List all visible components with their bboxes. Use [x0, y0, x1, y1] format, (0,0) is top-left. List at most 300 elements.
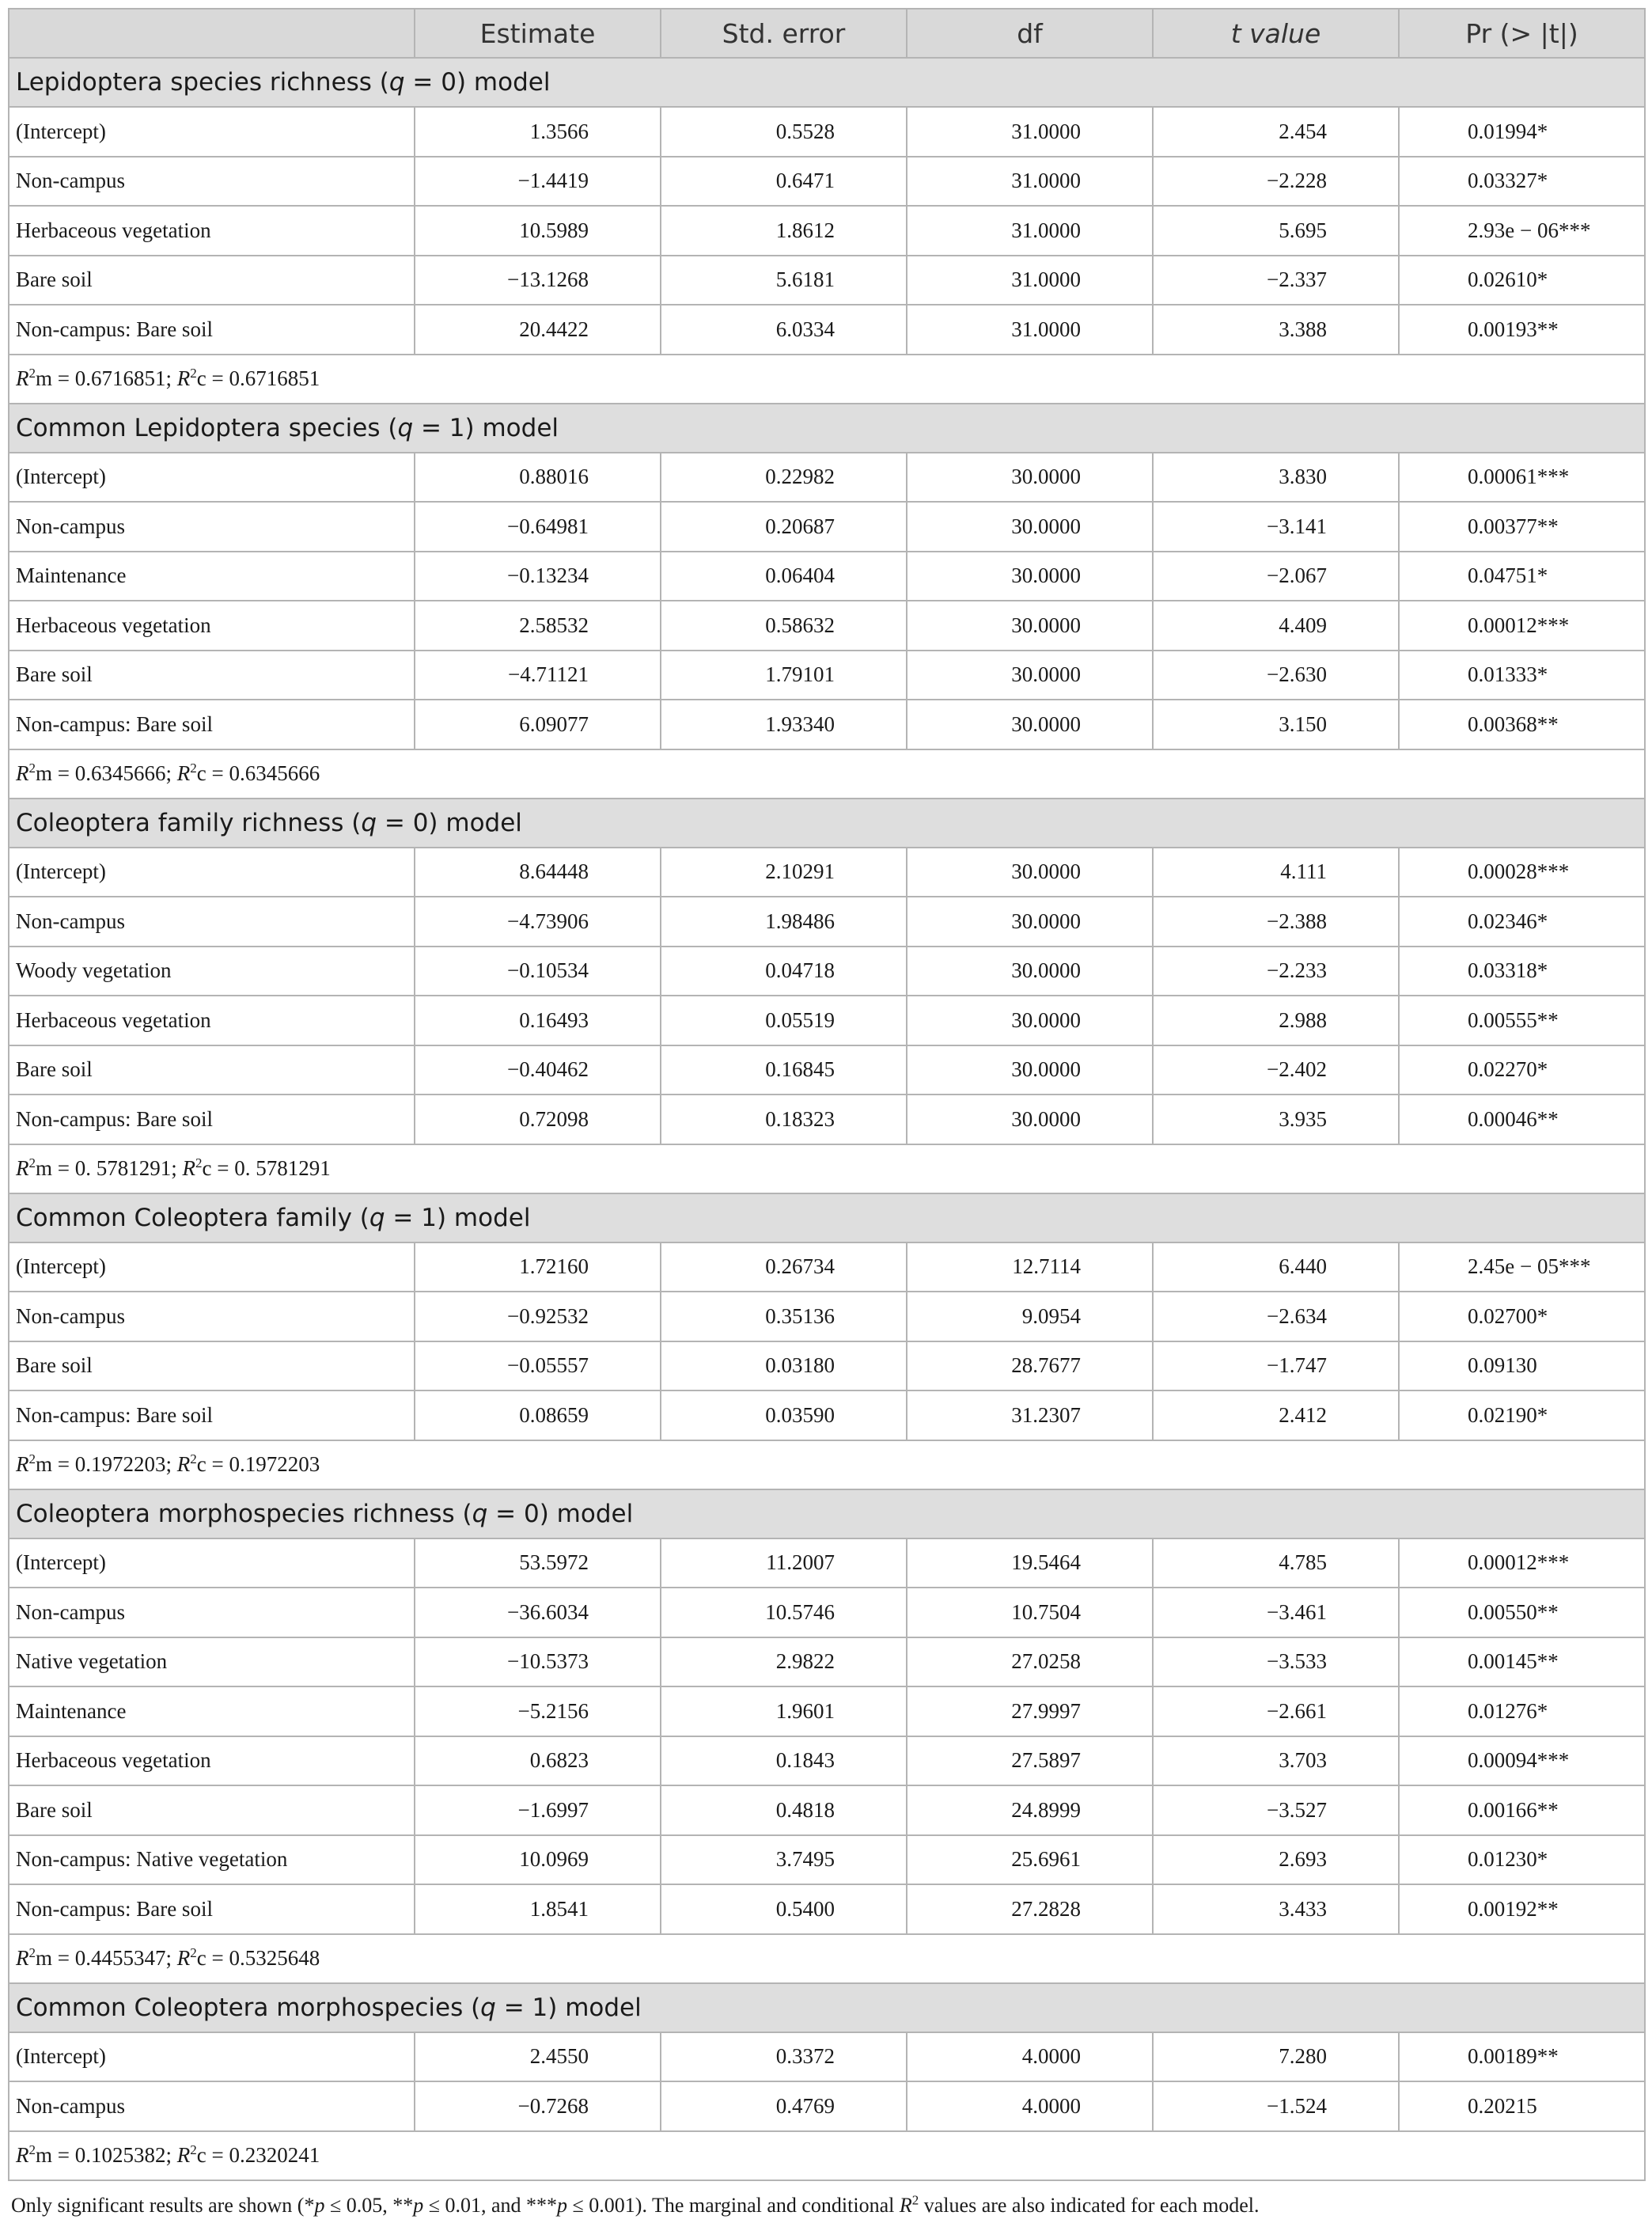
table-row: [9, 206, 1645, 256]
section-title-q: q: [472, 1499, 488, 1528]
cell-df: 12.7114: [907, 1242, 1153, 1292]
cell-t-value: −2.228: [1153, 157, 1399, 207]
r-sup: 2: [28, 761, 36, 776]
cell-df: 31.0000: [907, 256, 1153, 305]
section-title: [9, 1193, 1645, 1242]
cell-std-error: 0.04718: [661, 947, 907, 996]
cell-estimate: 53.5972: [415, 1538, 661, 1588]
footnote-r: R: [899, 2194, 912, 2217]
cell-p-value: 0.03318*: [1399, 947, 1645, 996]
header-t-value: t value: [1153, 9, 1399, 58]
section-title-q: q: [480, 1993, 496, 2022]
cell-p-value: 0.00193**: [1399, 305, 1645, 355]
cell-term: Maintenance: [9, 1686, 415, 1736]
cell-df: 31.2307: [907, 1390, 1153, 1440]
cell-term: (Intercept): [9, 453, 415, 503]
r-sup: 2: [28, 1155, 36, 1170]
cell-p-value: 0.20215: [1399, 2081, 1645, 2131]
cell-estimate: 1.72160: [415, 1242, 661, 1292]
cell-term: Non-campus: Bare soil: [9, 1884, 415, 1934]
cell-term: Herbaceous vegetation: [9, 601, 415, 651]
cell-std-error: 11.2007: [661, 1538, 907, 1588]
r-sup: 2: [190, 2142, 197, 2157]
cell-estimate: −0.92532: [415, 1292, 661, 1341]
cell-term: Non-campus: Bare soil: [9, 700, 415, 749]
cell-p-value: 0.00166**: [1399, 1785, 1645, 1835]
table-row: [9, 947, 1645, 996]
cell-p-value: 0.09130: [1399, 1341, 1645, 1391]
cell-t-value: −2.388: [1153, 897, 1399, 947]
cell-df: 27.5897: [907, 1736, 1153, 1786]
cell-p-value: 0.00189**: [1399, 2032, 1645, 2082]
table-row: [9, 1686, 1645, 1736]
section-header-row: [9, 1489, 1645, 1538]
section-title-text: Coleoptera morphospecies richness (: [16, 1499, 472, 1528]
cell-p-value: 0.00046**: [1399, 1095, 1645, 1144]
table-row: [9, 601, 1645, 651]
cell-term: Non-campus: Bare soil: [9, 1390, 415, 1440]
cell-t-value: 2.454: [1153, 107, 1399, 157]
table-row: [9, 1884, 1645, 1934]
cell-std-error: 10.5746: [661, 1588, 907, 1637]
table-row: [9, 107, 1645, 157]
cell-estimate: 2.58532: [415, 601, 661, 651]
section-header-row: [9, 58, 1645, 107]
section-title: [9, 799, 1645, 848]
cell-estimate: 10.5989: [415, 206, 661, 256]
footnote-text: Only significant results are shown (: [11, 2194, 305, 2217]
table-row: [9, 1785, 1645, 1835]
cell-p-value: 0.04751*: [1399, 552, 1645, 601]
cell-p-value: 0.02610*: [1399, 256, 1645, 305]
header-df: df: [907, 9, 1153, 58]
table-row: [9, 552, 1645, 601]
r-sup: 2: [190, 761, 197, 776]
table-row: [9, 502, 1645, 552]
footnote-p: p: [314, 2194, 325, 2217]
header-term: [9, 9, 415, 58]
cell-estimate: 8.64448: [415, 848, 661, 897]
cell-df: 30.0000: [907, 651, 1153, 700]
cell-term: Non-campus: Bare soil: [9, 305, 415, 355]
cell-t-value: −3.461: [1153, 1588, 1399, 1637]
cell-p-value: 0.01276*: [1399, 1686, 1645, 1736]
cell-std-error: 2.9822: [661, 1637, 907, 1687]
section-title-text: = 1) model: [413, 413, 559, 442]
r-sup: 2: [190, 1451, 197, 1466]
cell-estimate: 0.16493: [415, 996, 661, 1045]
cell-df: 24.8999: [907, 1785, 1153, 1835]
cell-term: Non-campus: [9, 502, 415, 552]
table-row: [9, 1341, 1645, 1391]
cell-t-value: −2.661: [1153, 1686, 1399, 1736]
cell-df: 30.0000: [907, 552, 1153, 601]
cell-t-value: −3.141: [1153, 502, 1399, 552]
cell-estimate: −4.71121: [415, 651, 661, 700]
footnote-sup: 2: [911, 2192, 919, 2208]
cell-std-error: 0.5528: [661, 107, 907, 157]
cell-df: 30.0000: [907, 700, 1153, 749]
r-squared-row: [9, 749, 1645, 799]
section-title-text: Coleoptera family richness (: [16, 808, 362, 837]
cell-df: 30.0000: [907, 848, 1153, 897]
cell-p-value: 0.00012***: [1399, 601, 1645, 651]
cell-term: (Intercept): [9, 848, 415, 897]
r-squared-values: [9, 1934, 1645, 1983]
cell-t-value: 3.433: [1153, 1884, 1399, 1934]
cell-std-error: 0.6471: [661, 157, 907, 207]
cell-t-value: 4.785: [1153, 1538, 1399, 1588]
cell-estimate: −0.64981: [415, 502, 661, 552]
cell-term: Herbaceous vegetation: [9, 996, 415, 1045]
table-row: [9, 1292, 1645, 1341]
cell-p-value: 2.93e − 06***: [1399, 206, 1645, 256]
cell-estimate: 1.3566: [415, 107, 661, 157]
section-header-row: [9, 1983, 1645, 2032]
cell-estimate: −4.73906: [415, 897, 661, 947]
cell-p-value: 0.02700*: [1399, 1292, 1645, 1341]
cell-std-error: 0.4818: [661, 1785, 907, 1835]
cell-p-value: 0.02346*: [1399, 897, 1645, 947]
cell-term: Bare soil: [9, 1341, 415, 1391]
table-row: [9, 1538, 1645, 1588]
cell-term: Non-campus: [9, 1292, 415, 1341]
cell-term: Bare soil: [9, 256, 415, 305]
r-squared-row: [9, 1440, 1645, 1489]
cell-df: 30.0000: [907, 897, 1153, 947]
r-squared-row: [9, 355, 1645, 404]
r-sup: 2: [28, 2142, 36, 2157]
cell-t-value: 3.830: [1153, 453, 1399, 503]
cell-df: 25.6961: [907, 1835, 1153, 1885]
r-sup: 2: [28, 1451, 36, 1466]
cell-std-error: 0.20687: [661, 502, 907, 552]
cell-term: Bare soil: [9, 1045, 415, 1095]
section-title-q: q: [369, 1203, 385, 1232]
table-row: [9, 1736, 1645, 1786]
table-footnote: [11, 2194, 1641, 2218]
table-row: [9, 1095, 1645, 1144]
r-squared-row: [9, 2131, 1645, 2180]
table-row: [9, 2081, 1645, 2131]
header-p-value: Pr (> |t|): [1399, 9, 1645, 58]
section-title-text: Common Lepidoptera species (: [16, 413, 398, 442]
cell-std-error: 0.22982: [661, 453, 907, 503]
section-title-text: Common Coleoptera morphospecies (: [16, 1993, 481, 2022]
cell-term: (Intercept): [9, 107, 415, 157]
cell-std-error: 0.5400: [661, 1884, 907, 1934]
cell-p-value: 0.01994*: [1399, 107, 1645, 157]
cell-t-value: 3.703: [1153, 1736, 1399, 1786]
r2-marginal: m = 0.1025382;: [36, 2143, 177, 2167]
r2-marginal: m = 0.4455347;: [36, 1946, 177, 1970]
r-squared-values: [9, 749, 1645, 799]
cell-estimate: −0.10534: [415, 947, 661, 996]
r2-conditional: c = 0.2320241: [196, 2143, 320, 2167]
cell-t-value: 3.388: [1153, 305, 1399, 355]
cell-std-error: 5.6181: [661, 256, 907, 305]
cell-estimate: −10.5373: [415, 1637, 661, 1687]
cell-estimate: 0.88016: [415, 453, 661, 503]
cell-t-value: −1.524: [1153, 2081, 1399, 2131]
cell-std-error: 1.8612: [661, 206, 907, 256]
section-header-row: [9, 799, 1645, 848]
section-title: [9, 1489, 1645, 1538]
cell-estimate: 2.4550: [415, 2032, 661, 2082]
cell-df: 31.0000: [907, 305, 1153, 355]
r-sup: 2: [28, 1945, 36, 1960]
cell-p-value: 0.00550**: [1399, 1588, 1645, 1637]
cell-term: Bare soil: [9, 651, 415, 700]
cell-term: Non-campus: [9, 897, 415, 947]
cell-estimate: 0.6823: [415, 1736, 661, 1786]
cell-df: 10.7504: [907, 1588, 1153, 1637]
cell-t-value: −2.067: [1153, 552, 1399, 601]
r-letter: R: [16, 1452, 29, 1476]
r2-marginal: m = 0.1972203;: [36, 1452, 177, 1476]
cell-p-value: 2.45e − 05***: [1399, 1242, 1645, 1292]
cell-std-error: 1.93340: [661, 700, 907, 749]
r-squared-values: [9, 1144, 1645, 1193]
table-row: [9, 1588, 1645, 1637]
table-row: [9, 1242, 1645, 1292]
cell-t-value: 6.440: [1153, 1242, 1399, 1292]
cell-df: 30.0000: [907, 1095, 1153, 1144]
table-row: [9, 157, 1645, 207]
cell-term: (Intercept): [9, 1538, 415, 1588]
cell-estimate: −36.6034: [415, 1588, 661, 1637]
section-title-text: = 0) model: [404, 68, 551, 97]
cell-p-value: 0.02270*: [1399, 1045, 1645, 1095]
cell-estimate: 0.08659: [415, 1390, 661, 1440]
cell-df: 27.0258: [907, 1637, 1153, 1687]
table-row: [9, 2032, 1645, 2082]
cell-p-value: 0.00555**: [1399, 996, 1645, 1045]
cell-estimate: 1.8541: [415, 1884, 661, 1934]
cell-df: 30.0000: [907, 996, 1153, 1045]
cell-std-error: 0.26734: [661, 1242, 907, 1292]
cell-df: 4.0000: [907, 2032, 1153, 2082]
section-title-text: Lepidoptera species richness (: [16, 68, 389, 97]
cell-t-value: −2.337: [1153, 256, 1399, 305]
r-letter: R: [16, 366, 29, 390]
cell-t-value: 3.150: [1153, 700, 1399, 749]
r-letter: R: [176, 1946, 191, 1970]
cell-estimate: 10.0969: [415, 1835, 661, 1885]
cell-df: 30.0000: [907, 601, 1153, 651]
cell-df: 30.0000: [907, 502, 1153, 552]
r2-marginal: m = 0. 5781291;: [36, 1156, 183, 1180]
cell-estimate: 6.09077: [415, 700, 661, 749]
cell-estimate: 20.4422: [415, 305, 661, 355]
cell-t-value: −3.533: [1153, 1637, 1399, 1687]
cell-std-error: 0.18323: [661, 1095, 907, 1144]
r2-conditional: c = 0.6716851: [196, 366, 320, 390]
cell-df: 4.0000: [907, 2081, 1153, 2131]
cell-df: 31.0000: [907, 157, 1153, 207]
r-squared-row: [9, 1144, 1645, 1193]
cell-t-value: 2.693: [1153, 1835, 1399, 1885]
table-row: [9, 1835, 1645, 1885]
cell-std-error: 6.0334: [661, 305, 907, 355]
cell-std-error: 0.4769: [661, 2081, 907, 2131]
r-squared-values: [9, 1440, 1645, 1489]
cell-df: 19.5464: [907, 1538, 1153, 1588]
cell-std-error: 0.3372: [661, 2032, 907, 2082]
cell-std-error: 0.16845: [661, 1045, 907, 1095]
cell-t-value: −2.630: [1153, 651, 1399, 700]
cell-df: 30.0000: [907, 947, 1153, 996]
table-row: [9, 897, 1645, 947]
cell-estimate: 0.72098: [415, 1095, 661, 1144]
footnote-text: ≤ 0.001). The marginal and conditional: [567, 2194, 900, 2217]
section-title-q: q: [397, 413, 414, 442]
cell-estimate: −0.05557: [415, 1341, 661, 1391]
cell-std-error: 0.58632: [661, 601, 907, 651]
cell-term: Herbaceous vegetation: [9, 206, 415, 256]
cell-p-value: 0.01333*: [1399, 651, 1645, 700]
cell-p-value: 0.00012***: [1399, 1538, 1645, 1588]
footnote-symbol: **: [392, 2194, 414, 2217]
r-letter: R: [176, 761, 191, 785]
cell-std-error: 3.7495: [661, 1835, 907, 1885]
table-row: [9, 700, 1645, 749]
cell-df: 27.9997: [907, 1686, 1153, 1736]
footnote-p: p: [557, 2194, 568, 2217]
cell-std-error: 0.03590: [661, 1390, 907, 1440]
cell-t-value: 7.280: [1153, 2032, 1399, 2082]
r-squared-values: [9, 355, 1645, 404]
section-title: [9, 1983, 1645, 2032]
cell-df: 27.2828: [907, 1884, 1153, 1934]
section-title-text: = 0) model: [487, 1499, 634, 1528]
cell-estimate: −5.2156: [415, 1686, 661, 1736]
r-sup: 2: [190, 1945, 197, 1960]
model-results-table: [8, 8, 1646, 2181]
cell-std-error: 0.1843: [661, 1736, 907, 1786]
table-row: [9, 1390, 1645, 1440]
r-letter: R: [176, 2143, 191, 2167]
cell-std-error: 0.06404: [661, 552, 907, 601]
r2-conditional: c = 0.5325648: [196, 1946, 320, 1970]
section-header-row: [9, 1193, 1645, 1242]
section-title-q: q: [361, 808, 377, 837]
cell-p-value: 0.00094***: [1399, 1736, 1645, 1786]
cell-std-error: 0.03180: [661, 1341, 907, 1391]
cell-df: 31.0000: [907, 107, 1153, 157]
table-row: [9, 848, 1645, 897]
section-title: [9, 58, 1645, 107]
r2-marginal: m = 0.6345666;: [36, 761, 177, 785]
r-sup: 2: [195, 1155, 203, 1170]
cell-p-value: 0.00028***: [1399, 848, 1645, 897]
footnote-text: ≤ 0.01, and: [423, 2194, 527, 2217]
cell-t-value: 3.935: [1153, 1095, 1399, 1144]
cell-p-value: 0.00145**: [1399, 1637, 1645, 1687]
footnote-text: values are also indicated for each model.: [919, 2194, 1260, 2217]
r-letter: R: [16, 1156, 29, 1180]
cell-std-error: 0.35136: [661, 1292, 907, 1341]
cell-std-error: 1.79101: [661, 651, 907, 700]
cell-std-error: 0.05519: [661, 996, 907, 1045]
section-title-text: = 1) model: [385, 1203, 531, 1232]
table-header-row: [9, 9, 1645, 58]
cell-p-value: 0.00368**: [1399, 700, 1645, 749]
cell-term: (Intercept): [9, 2032, 415, 2082]
cell-estimate: −0.7268: [415, 2081, 661, 2131]
table-row: [9, 256, 1645, 305]
section-title-text: = 1) model: [495, 1993, 642, 2022]
r-squared-values: [9, 2131, 1645, 2180]
footnote-symbol: ***: [526, 2194, 558, 2217]
r-letter: R: [16, 1946, 29, 1970]
table-row: [9, 651, 1645, 700]
cell-t-value: 2.988: [1153, 996, 1399, 1045]
cell-t-value: −2.634: [1153, 1292, 1399, 1341]
cell-term: Herbaceous vegetation: [9, 1736, 415, 1786]
footnote-p: p: [413, 2194, 424, 2217]
header-estimate: Estimate: [415, 9, 661, 58]
cell-t-value: −2.402: [1153, 1045, 1399, 1095]
cell-term: Bare soil: [9, 1785, 415, 1835]
table-row: [9, 453, 1645, 503]
cell-term: Non-campus: [9, 157, 415, 207]
table-row: [9, 305, 1645, 355]
cell-term: Native vegetation: [9, 1637, 415, 1687]
section-title-text: Common Coleoptera family (: [16, 1203, 369, 1232]
table-row: [9, 996, 1645, 1045]
r2-conditional: c = 0.6345666: [196, 761, 320, 785]
footnote-text: ≤ 0.05,: [324, 2194, 393, 2217]
r-letter: R: [16, 761, 29, 785]
table-body: [9, 58, 1645, 2180]
cell-p-value: 0.00061***: [1399, 453, 1645, 503]
cell-estimate: −0.13234: [415, 552, 661, 601]
cell-df: 31.0000: [907, 206, 1153, 256]
cell-df: 30.0000: [907, 453, 1153, 503]
cell-t-value: 5.695: [1153, 206, 1399, 256]
cell-std-error: 2.10291: [661, 848, 907, 897]
r2-marginal: m = 0.6716851;: [36, 366, 177, 390]
cell-p-value: 0.03327*: [1399, 157, 1645, 207]
cell-term: Maintenance: [9, 552, 415, 601]
cell-term: Non-campus: Native vegetation: [9, 1835, 415, 1885]
cell-p-value: 0.01230*: [1399, 1835, 1645, 1885]
cell-df: 28.7677: [907, 1341, 1153, 1391]
r-letter: R: [176, 366, 191, 390]
table-row: [9, 1045, 1645, 1095]
cell-df: 30.0000: [907, 1045, 1153, 1095]
cell-p-value: 0.00377**: [1399, 502, 1645, 552]
r-sup: 2: [28, 366, 36, 381]
cell-t-value: 4.111: [1153, 848, 1399, 897]
cell-t-value: 2.412: [1153, 1390, 1399, 1440]
cell-p-value: 0.00192**: [1399, 1884, 1645, 1934]
cell-p-value: 0.02190*: [1399, 1390, 1645, 1440]
section-title: [9, 404, 1645, 453]
cell-estimate: −1.6997: [415, 1785, 661, 1835]
results-table-container: [8, 8, 1646, 2181]
cell-term: (Intercept): [9, 1242, 415, 1292]
footnote-symbol: *: [304, 2194, 315, 2217]
section-title-q: q: [388, 68, 405, 97]
r-letter: R: [182, 1156, 195, 1180]
cell-estimate: −1.4419: [415, 157, 661, 207]
r2-conditional: c = 0.1972203: [196, 1452, 320, 1476]
cell-std-error: 1.9601: [661, 1686, 907, 1736]
r-sup: 2: [190, 366, 197, 381]
cell-t-value: 4.409: [1153, 601, 1399, 651]
